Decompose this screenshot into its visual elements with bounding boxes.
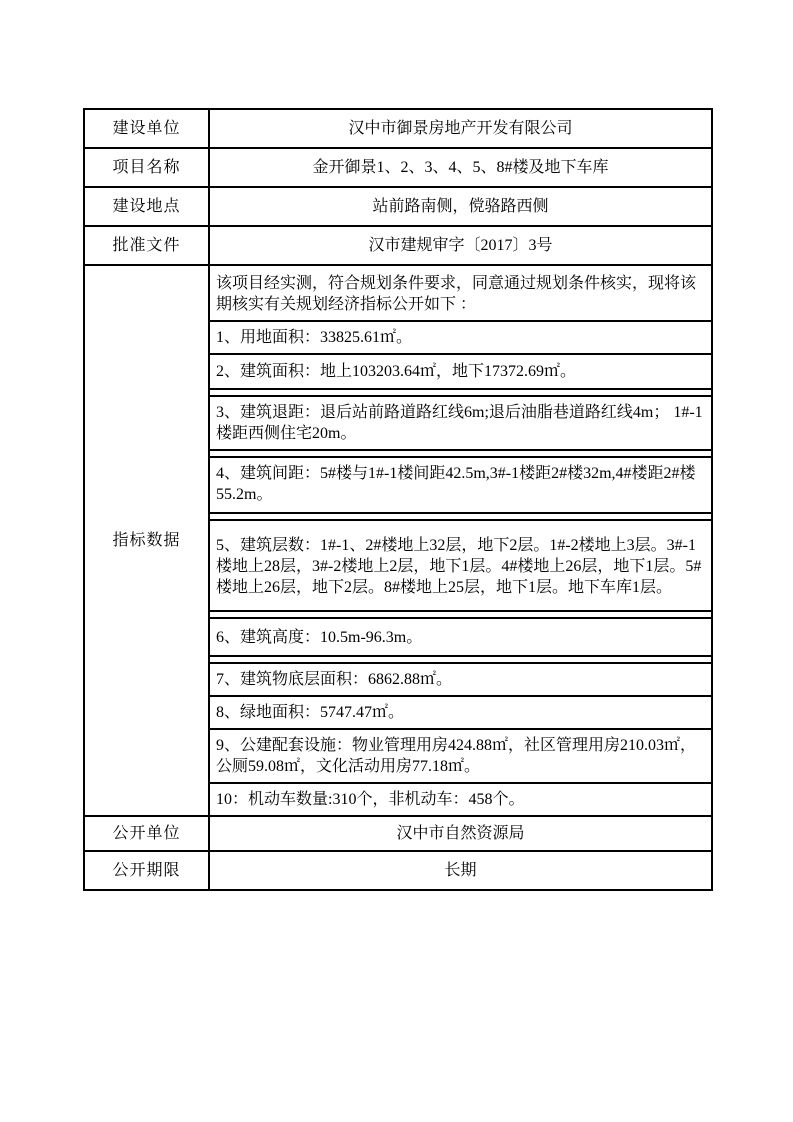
table-row: [85, 225, 711, 264]
indicator-item-setback: 3、建筑退距：退后站前路道路红线6m;退后油脂巷道路红线4m； 1#-1楼距西侧住宅20m。: [216, 404, 703, 442]
table-row: [85, 850, 711, 889]
table-row: [85, 815, 711, 850]
approval-document-value: 汉市建规审字〔2017〕3号: [368, 237, 553, 254]
row-divider-double: [210, 388, 711, 397]
table-row: [85, 147, 711, 186]
disclosure-period-label: 公开期限: [85, 852, 210, 889]
approval-document-label: 批准文件: [85, 227, 210, 264]
construction-unit-value: 汉中市御景房地产开发有限公司: [348, 120, 573, 137]
construction-site-value: 站前路南侧，傥骆路西侧: [372, 198, 549, 215]
indicator-data-row: [85, 264, 711, 815]
indicator-data-label: 指标数据: [85, 266, 210, 815]
indicator-item-parking: 10：机动车数量:310个，非机动车：458个。: [216, 791, 525, 808]
row-divider-double: [210, 610, 711, 619]
indicator-item-footprint-area: 7、建筑物底层面积：6862.88㎡。: [216, 671, 453, 688]
indicator-item-land-area: 1、用地面积：33825.61㎡。: [216, 329, 413, 346]
disclosure-period-value: 长期: [444, 862, 477, 879]
indicator-item-green-area: 8、绿地面积：5747.47㎡。: [216, 704, 405, 721]
indicator-item-height: 6、建筑高度：10.5m-96.3m。: [216, 628, 423, 646]
table-row: [85, 186, 711, 225]
indicator-item-spacing: 4、建筑间距：5#楼与1#-1楼间距42.5m,3#-1楼距2#楼32m,4#楼距2#楼55.2m。: [216, 465, 696, 503]
indicator-intro-text: 该项目经实测，符合规划条件要求，同意通过规划条件核实，现将该期核实有关规划经济指标公开如下 ：: [216, 275, 697, 313]
project-disclosure-table: [83, 108, 713, 891]
indicator-item-public-facilities: 9、公建配套设施：物业管理用房424.88㎡，社区管理用房210.03㎡，公厕59.08㎡，文化活动用房77.18㎡。: [216, 737, 697, 775]
project-name-value: 金开御景1、2、3、4、5、8#楼及地下车库: [312, 159, 609, 176]
table-row: [85, 110, 711, 147]
project-name-label: 项目名称: [85, 149, 210, 186]
indicator-item-floors: 5、建筑层数：1#-1、2#楼地上32层，地下2层。1#-2楼地上3层。3#-1楼地上28层，3#-2楼地上2层，地下1层。4#楼地上26层，地下1层。5#楼地上26层，地下2层。8#楼地上25层，地下1层。地下车库1层。: [216, 537, 702, 596]
construction-site-label: 建设地点: [85, 188, 210, 225]
row-divider-double: [210, 449, 711, 458]
row-divider-double: [210, 512, 711, 521]
indicator-item-building-area: 2、建筑面积：地上103203.64㎡，地下17372.69㎡。: [216, 363, 577, 380]
disclosure-unit-label: 公开单位: [85, 817, 210, 850]
row-divider-double: [210, 655, 711, 664]
disclosure-unit-value: 汉中市自然资源局: [396, 825, 525, 842]
construction-unit-label: 建设单位: [85, 110, 210, 147]
indicator-data-content: [210, 266, 711, 815]
